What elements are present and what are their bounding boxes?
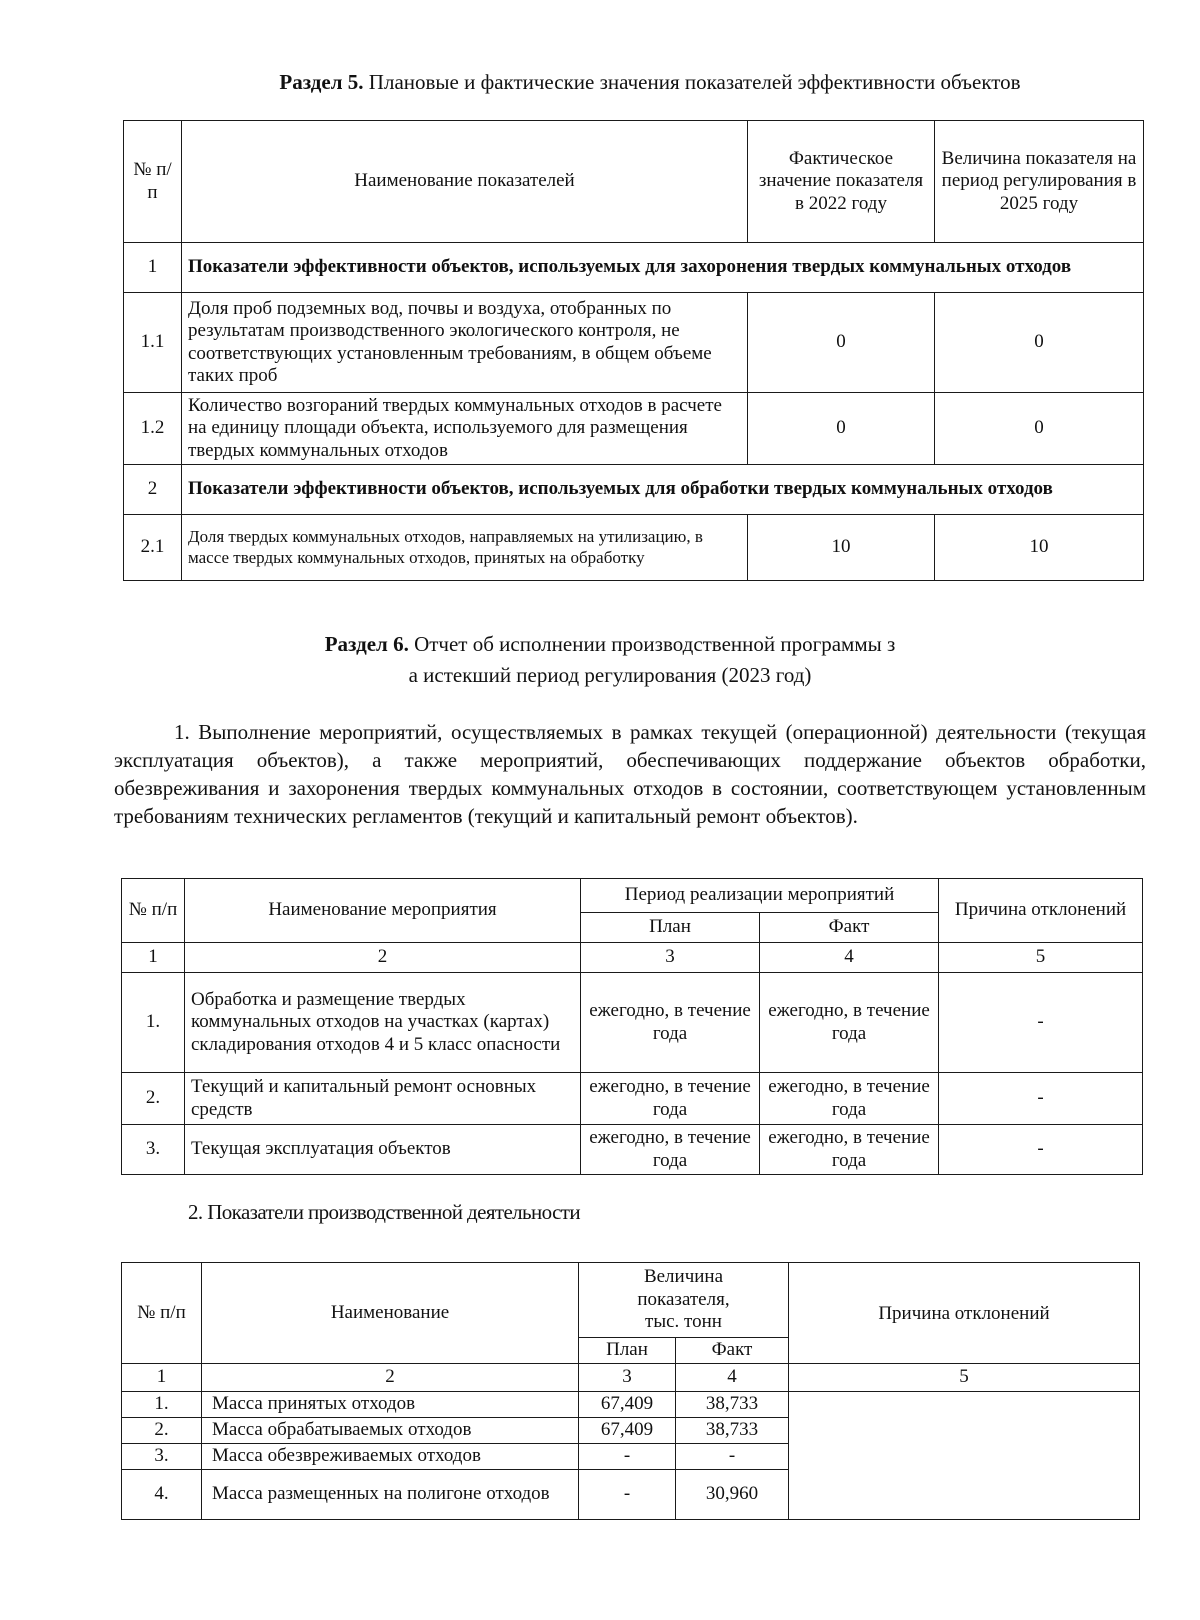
table-row — [122, 1392, 1140, 1418]
section6-title-line1: Отчет об исполнении производственной программы з — [414, 632, 896, 656]
row-num: 2.1 — [124, 515, 182, 581]
table-row — [124, 465, 1144, 515]
row-name: Масса обезвреживаемых отходов — [202, 1444, 579, 1470]
table-row — [124, 243, 1144, 293]
row-fact: 30,960 — [676, 1470, 789, 1520]
col-header-reason: Причина отклонений — [789, 1263, 1140, 1364]
col-header-plan: План — [581, 913, 760, 943]
row-num: 3. — [122, 1125, 185, 1175]
row-plan: 0 — [935, 293, 1144, 393]
row-name: Текущая эксплуатация объектов — [185, 1125, 581, 1175]
row-num: 1 — [124, 243, 182, 293]
row-num: 1. — [122, 1392, 202, 1418]
production-indicators-title: 2. Показатели производственной деятельности — [188, 1200, 581, 1224]
row-reason: - — [939, 1073, 1143, 1125]
row-fact: 0 — [748, 293, 935, 393]
row-num: 1. — [122, 973, 185, 1073]
col-header-name: Наименование показателей — [182, 121, 748, 243]
table-row — [122, 1073, 1143, 1125]
col-number: 3 — [579, 1364, 676, 1392]
section6-title — [160, 632, 1060, 688]
col-header-value-text: Величина показателя, тыс. тонн — [637, 1266, 730, 1333]
row-fact: 10 — [748, 515, 935, 581]
row-plan: 67,409 — [579, 1392, 676, 1418]
row-name: Количество возгораний твердых коммунальных отходов в расчете на единицу площади объекта, используемого для размещения твердых коммунальных отходов — [182, 393, 748, 465]
row-plan: - — [579, 1444, 676, 1470]
col-header-name: Наименование мероприятия — [185, 879, 581, 943]
col-header-plan: Величина показателя на период регулирования в 2025 году — [935, 121, 1144, 243]
column-numbers-row — [122, 943, 1143, 973]
row-fact: ежегодно, в течение года — [760, 1125, 939, 1175]
col-header-value — [579, 1263, 789, 1338]
production-table — [121, 1262, 1140, 1520]
col-header-period: Период реализации мероприятий — [581, 879, 939, 913]
col-number: 5 — [939, 943, 1143, 973]
row-plan: ежегодно, в течение года — [581, 1073, 760, 1125]
table-row — [124, 515, 1144, 581]
col-number: 1 — [122, 1364, 202, 1392]
section5-title — [150, 70, 1150, 95]
section5-title-rest: Плановые и фактические значения показателей эффективности объектов — [368, 70, 1021, 94]
table-row — [122, 1125, 1143, 1175]
col-number: 4 — [676, 1364, 789, 1392]
section6-title-bold: Раздел 6. — [324, 632, 409, 656]
row-num: 2 — [124, 465, 182, 515]
row-plan: 10 — [935, 515, 1144, 581]
row-fact: ежегодно, в течение года — [760, 973, 939, 1073]
col-header-num: № п/п — [122, 879, 185, 943]
row-group-title: Показатели эффективности объектов, используемых для обработки твердых коммунальных отходов — [182, 465, 1144, 515]
col-number: 2 — [202, 1364, 579, 1392]
row-name: Масса размещенных на полигоне отходов — [202, 1470, 579, 1520]
table-header-row — [122, 879, 1143, 913]
row-group-title: Показатели эффективности объектов, используемых для захоронения твердых коммунальных отходов — [182, 243, 1144, 293]
col-number: 2 — [185, 943, 581, 973]
col-header-fact: Фактическое значение показателя в 2022 году — [748, 121, 935, 243]
row-num: 2. — [122, 1073, 185, 1125]
section5-table — [123, 120, 1144, 581]
row-fact: ежегодно, в течение года — [760, 1073, 939, 1125]
col-header-reason: Причина отклонений — [939, 879, 1143, 943]
row-num: 3. — [122, 1444, 202, 1470]
row-name: Текущий и капитальный ремонт основных средств — [185, 1073, 581, 1125]
col-header-fact: Факт — [760, 913, 939, 943]
col-number: 4 — [760, 943, 939, 973]
table-row — [122, 973, 1143, 1073]
table-header-row — [122, 1263, 1140, 1338]
col-number: 3 — [581, 943, 760, 973]
row-fact: - — [676, 1444, 789, 1470]
column-numbers-row — [122, 1364, 1140, 1392]
col-header-plan: План — [579, 1338, 676, 1364]
row-plan: ежегодно, в течение года — [581, 973, 760, 1073]
measures-table — [121, 878, 1143, 1175]
row-plan: - — [579, 1470, 676, 1520]
row-name: Масса обрабатываемых отходов — [202, 1418, 579, 1444]
row-plan: 0 — [935, 393, 1144, 465]
section5-title-bold: Раздел 5. — [279, 70, 364, 94]
row-fact: 38,733 — [676, 1392, 789, 1418]
col-header-fact: Факт — [676, 1338, 789, 1364]
row-reason: - — [939, 973, 1143, 1073]
row-plan: 67,409 — [579, 1418, 676, 1444]
section6-title-line2: а истекший период регулирования (2023 год) — [408, 663, 812, 687]
row-num: 1.1 — [124, 293, 182, 393]
row-fact: 0 — [748, 393, 935, 465]
table-header-row — [124, 121, 1144, 243]
col-number: 1 — [122, 943, 185, 973]
row-reason: - — [939, 1125, 1143, 1175]
row-reason — [789, 1392, 1140, 1520]
row-name: Доля проб подземных вод, почвы и воздуха, отобранных по результатам производственного экологического контроля, не соответствующих установленным требованиям, в общем объеме таких проб — [182, 293, 748, 393]
col-header-num: № п/п — [122, 1263, 202, 1364]
row-fact: 38,733 — [676, 1418, 789, 1444]
row-num: 2. — [122, 1418, 202, 1444]
table-row — [124, 293, 1144, 393]
col-header-name: Наименование — [202, 1263, 579, 1364]
row-name: Обработка и размещение твердых коммунальных отходов на участках (картах) складирования отходов 4 и 5 класс опасности — [185, 973, 581, 1073]
section6-paragraph1: 1. Выполнение мероприятий, осуществляемых в рамках текущей (операционной) деятельности (текущая эксплуатация объектов), а также мероприятий, обеспечивающих поддержание объектов обработки, обезвреживания и захоронения твердых коммунальных отходов в состоянии, соответствующем установленным требованиям технических регламентов (текущий и капитальный ремонт объектов). — [114, 720, 1146, 828]
row-num: 4. — [122, 1470, 202, 1520]
row-name: Масса принятых отходов — [202, 1392, 579, 1418]
col-number: 5 — [789, 1364, 1140, 1392]
row-num: 1.2 — [124, 393, 182, 465]
table-row — [124, 393, 1144, 465]
col-header-num: № п/п — [124, 121, 182, 243]
row-plan: ежегодно, в течение года — [581, 1125, 760, 1175]
row-name: Доля твердых коммунальных отходов, направляемых на утилизацию, в массе твердых коммунальных отходов, принятых на обработку — [182, 515, 748, 581]
